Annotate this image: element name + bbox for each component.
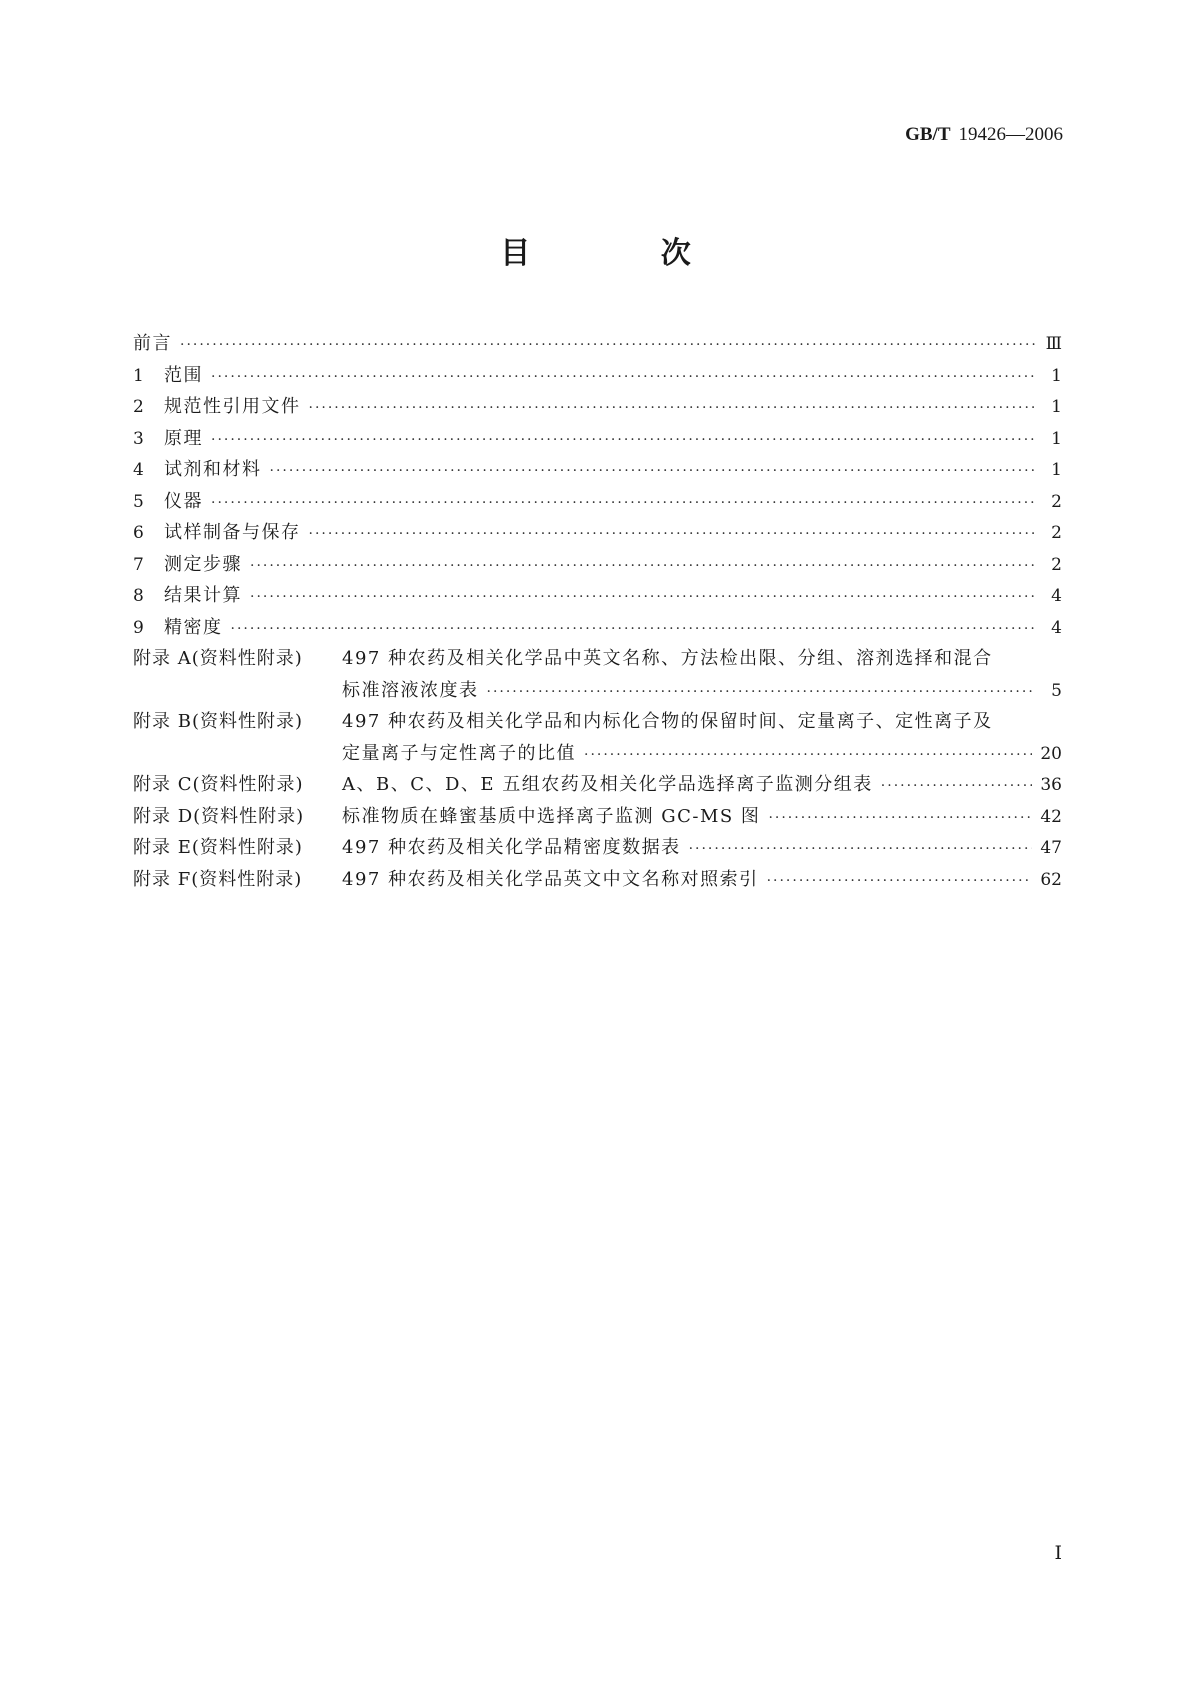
toc-leader-dots — [881, 778, 1033, 794]
toc-entry-6[interactable] — [133, 518, 1062, 550]
appendix-title: 497 种农药及相关化学品英文中文名称对照索引 — [342, 868, 759, 890]
toc-leader-dots — [309, 526, 1037, 542]
appendix-title-line2: 定量离子与定性离子的比值 — [342, 742, 576, 764]
toc-entry-number: 6 — [133, 523, 144, 543]
toc-entry-5[interactable] — [133, 487, 1062, 519]
toc-entry-page: 2 — [1051, 523, 1062, 543]
toc-entry-label: 规范性引用文件 — [164, 396, 301, 417]
appendix-title-line2: 标准溶液浓度表 — [342, 679, 479, 701]
toc-entry-label: 前言 — [133, 333, 172, 354]
toc-entry-page: 1 — [1051, 460, 1062, 480]
toc-appendix-e[interactable] — [133, 833, 1062, 865]
toc-entry-page: 1 — [1051, 397, 1062, 417]
toc-entry-page: 4 — [1051, 586, 1062, 606]
toc-entry-label: 测定步骤 — [164, 553, 242, 575]
appendix-title-line1: 497 种农药及相关化学品和内标化合物的保留时间、定量离子、定性离子及 — [342, 711, 993, 732]
toc-entry-number: 3 — [133, 428, 144, 449]
appendix-title-line1: 497 种农药及相关化学品中英文名称、方法检出限、分组、溶剂选择和混合 — [342, 648, 993, 669]
toc-entry-number: 7 — [133, 554, 144, 575]
appendix-heading: 附录 C(资料性附录) — [133, 774, 304, 795]
toc-entry-8[interactable] — [133, 581, 1062, 613]
toc-appendix-a[interactable] — [133, 644, 1062, 707]
toc-entry-2[interactable] — [133, 392, 1062, 424]
toc-entry-page: 62 — [1040, 869, 1062, 890]
toc-entry-page: 2 — [1051, 554, 1062, 575]
appendix-heading: 附录 B(资料性附录) — [133, 711, 303, 732]
toc-appendix-b[interactable] — [133, 707, 1062, 770]
toc-entry-label: 结果计算 — [164, 585, 242, 606]
toc-leader-dots — [767, 873, 1033, 889]
appendix-title: 497 种农药及相关化学品精密度数据表 — [342, 837, 681, 858]
appendix-title: 标准物质在蜂蜜基质中选择离子监测 GC-MS 图 — [342, 805, 761, 827]
page-number: I — [1054, 1542, 1062, 1564]
toc-leader-dots — [487, 684, 1037, 700]
toc-entry-label: 试样制备与保存 — [164, 522, 301, 543]
table-of-contents — [133, 329, 1062, 896]
toc-leader-dots — [584, 747, 1032, 763]
toc-entry-page: 5 — [1051, 680, 1062, 701]
toc-leader-dots — [211, 369, 1036, 385]
toc-entry-number: 5 — [133, 491, 144, 512]
toc-entry-7[interactable] — [133, 550, 1062, 582]
toc-entry-label: 试剂和材料 — [164, 459, 262, 480]
toc-entry-number: 1 — [133, 365, 144, 386]
appendix-heading: 附录 D(资料性附录) — [133, 805, 305, 827]
toc-entry-page: Ⅲ — [1045, 334, 1062, 354]
toc-entry-page: 42 — [1040, 806, 1062, 827]
toc-leader-dots — [180, 337, 1036, 353]
toc-entry-page: 1 — [1051, 428, 1062, 449]
toc-appendix-f[interactable] — [133, 865, 1062, 897]
toc-leader-dots — [689, 841, 1033, 857]
toc-leader-dots — [309, 400, 1037, 416]
toc-leader-dots — [768, 810, 1032, 826]
toc-entry-number: 2 — [133, 397, 144, 417]
toc-entry-page: 36 — [1040, 775, 1062, 795]
toc-appendix-d[interactable] — [133, 802, 1062, 834]
page-title: 目 次 — [500, 236, 751, 271]
toc-entry-label: 原理 — [164, 427, 203, 449]
toc-entry-page: 4 — [1051, 617, 1062, 638]
toc-entry-4[interactable] — [133, 455, 1062, 487]
appendix-title: A、B、C、D、E 五组农药及相关化学品选择离子监测分组表 — [342, 774, 873, 795]
standard-code: 19426—2006 — [958, 124, 1063, 145]
toc-appendix-c[interactable] — [133, 770, 1062, 802]
toc-entry-label: 精密度 — [164, 616, 223, 638]
toc-entry-label: 范围 — [164, 364, 203, 386]
toc-entry-1[interactable] — [133, 361, 1062, 393]
toc-leader-dots — [270, 463, 1037, 479]
toc-entry-3[interactable] — [133, 424, 1062, 456]
toc-leader-dots — [211, 432, 1036, 448]
toc-leader-dots — [250, 558, 1036, 574]
toc-entry-preface[interactable] — [133, 329, 1062, 361]
appendix-heading: 附录 A(资料性附录) — [133, 648, 303, 669]
appendix-heading: 附录 E(资料性附录) — [133, 837, 303, 858]
toc-entry-number: 9 — [133, 617, 144, 638]
toc-entry-label: 仪器 — [164, 490, 203, 512]
standard-number — [905, 124, 1063, 146]
toc-entry-page: 1 — [1051, 365, 1062, 386]
toc-entry-page: 47 — [1040, 838, 1062, 858]
toc-entry-page: 20 — [1040, 743, 1062, 764]
standard-prefix: GB/T — [905, 124, 951, 145]
toc-entry-number: 4 — [133, 460, 144, 480]
toc-leader-dots — [211, 495, 1036, 511]
toc-entry-9[interactable] — [133, 613, 1062, 645]
toc-entry-page: 2 — [1051, 491, 1062, 512]
toc-leader-dots — [231, 621, 1037, 637]
toc-leader-dots — [250, 589, 1036, 605]
toc-entry-number: 8 — [133, 586, 144, 606]
appendix-heading: 附录 F(资料性附录) — [133, 868, 303, 890]
